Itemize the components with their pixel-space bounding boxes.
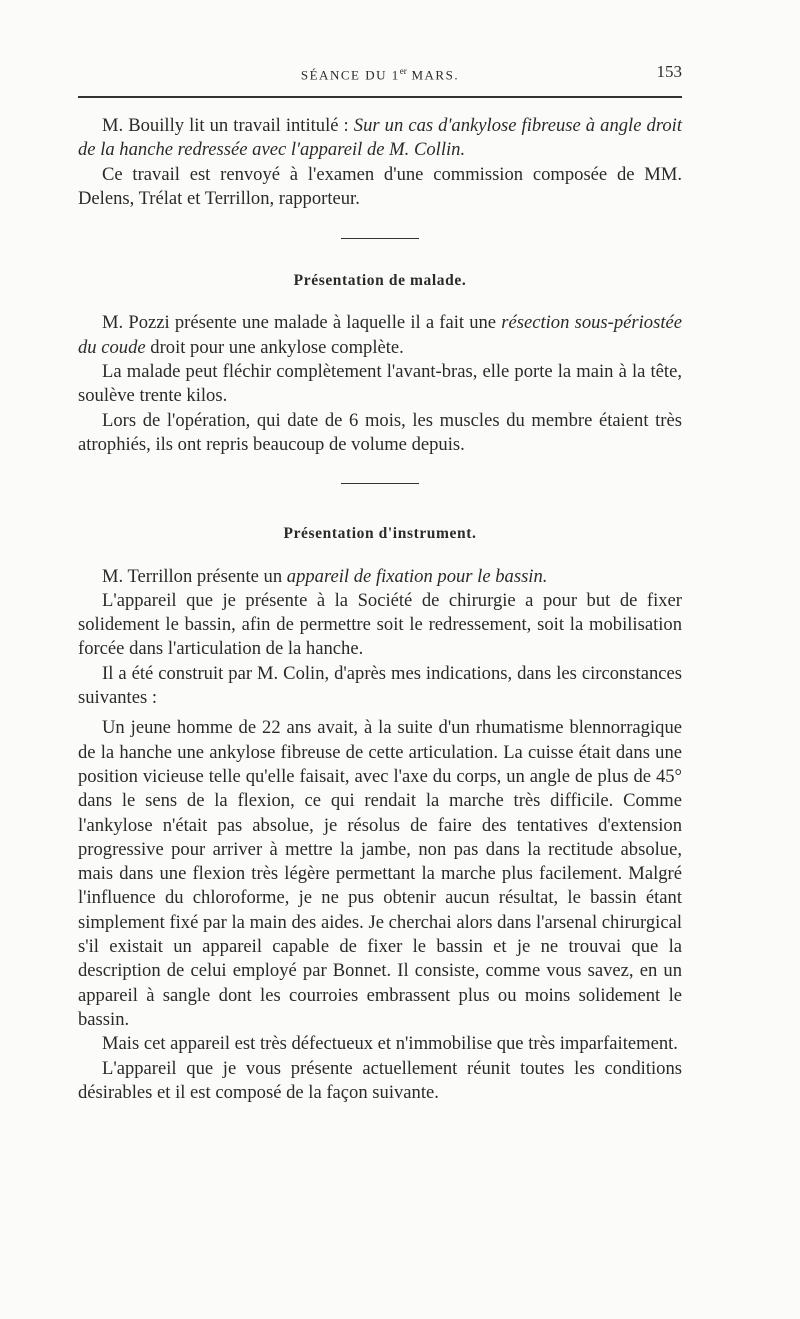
paragraph: Mais cet appareil est très défectueux et n'immobilise que très imparfaitement. [102, 1033, 678, 1055]
paragraph: L'appareil que je vous présente actuellement réunit toutes les conditions désirables et il est composé de la façon suivante. [78, 1057, 682, 1103]
running-head [78, 62, 682, 86]
header-rule [78, 96, 682, 98]
paragraph: L'appareil que je présente à la Société de chirurgie a pour but de fixer solidement le bassin, afin de permettre soit le redressement, soit la mobilisation forcée dans l'articulation de la hanche. [78, 589, 682, 660]
paragraph: M. Terrillon présente un appareil de fixation pour le bassin. [102, 565, 548, 587]
section-title-instrument: Présentation d'instrument. [283, 525, 477, 543]
body-text [78, 114, 682, 1105]
running-head-title: SÉANCE DU 1er MARS. [300, 66, 460, 83]
paragraph: Ce travail est renvoyé à l'examen d'une commission composée de MM. Delens, Trélat et Terrillon, rapporteur. [78, 163, 682, 209]
paragraph: Il a été construit par M. Colin, d'après mes indications, dans les circonstances suivantes : [78, 662, 682, 709]
paragraph: M. Bouilly lit un travail intitulé : Sur un cas d'ankylose fibreuse à angle droit de la hanche redressée avec l'appareil de M. Collin. [78, 115, 682, 161]
paragraph: La malade peut fléchir complètement l'avant-bras, elle porte la main à la tête, soulève trente kilos. [78, 361, 682, 407]
paragraph: Lors de l'opération, qui date de 6 mois, les muscles du membre étaient très atrophiés, ils ont repris beaucoup de volume depuis. [78, 409, 682, 455]
paragraph: Un jeune homme de 22 ans avait, à la suite d'un rhumatisme blennorragique de la hanche une ankylose fibreuse de cette articulation. La cuisse était dans une position vicieuse telle qu'elle faisait, avec l'axe du corps, un angle de plus de 45° dans le sens de la flexion, ce qui rendait la marche très difficile. Comme l'ankylose n'était pas absolue, je résolus de faire des tentatives d'extension progressive pour arriver à mettre la jambe, non pas dans la rectitude absolue, mais dans une flexion très légère permettant la marche plus facilement. Malgré l'influence du chloroforme, je ne pus obtenir aucun résultat, le bassin étant simplement fixé par la main des aides. Je cherchai alors dans l'arsenal chirurgical s'il existait un appareil capable de fixer le bassin et je ne trouvai que la description de celui employé par Bonnet. Il consiste, comme vous savez, en un appareil à sangle dont les courroies embrassent plus ou moins solidement le bassin. [78, 717, 682, 1030]
section-title-malade: Présentation de malade. [293, 272, 467, 290]
paragraph: M. Pozzi présente une malade à laquelle il a fait une résection sous-périostée du coude droit pour une ankylose complète. [78, 312, 682, 358]
page-number: 153 [656, 62, 682, 81]
